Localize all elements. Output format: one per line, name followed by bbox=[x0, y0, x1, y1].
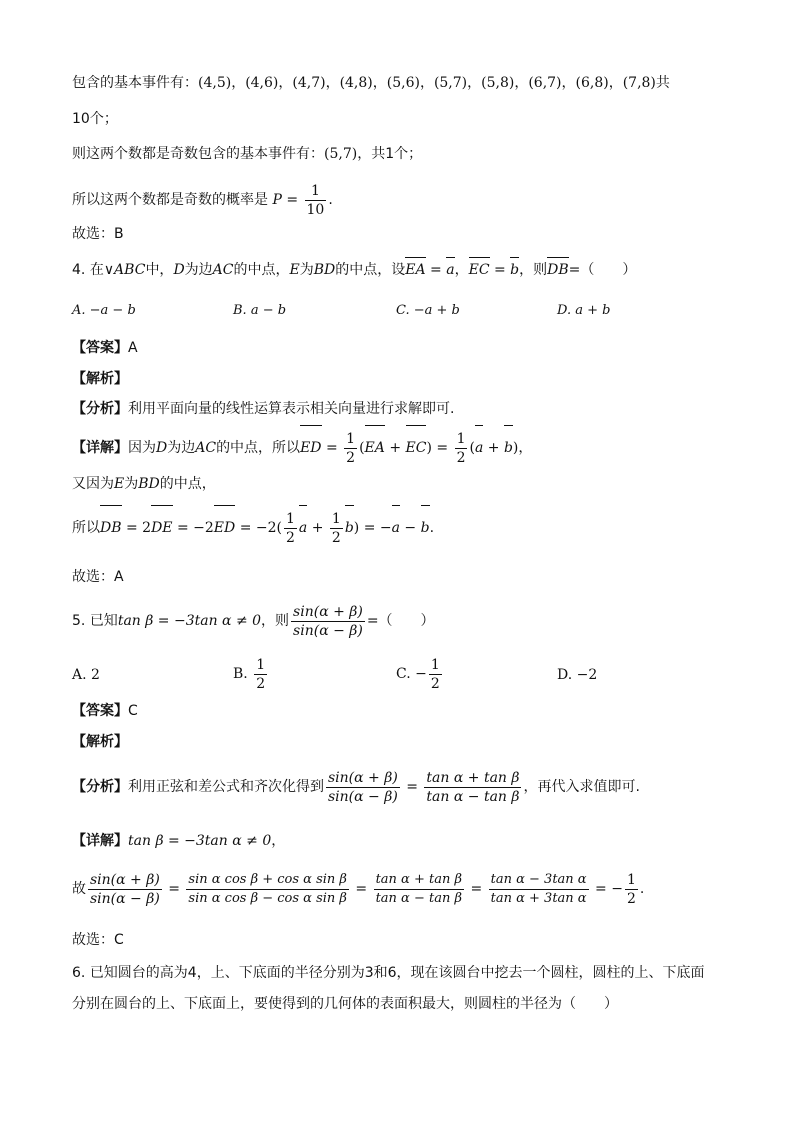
q5-answer: 【答案】C bbox=[72, 703, 138, 719]
vector-EA: EA bbox=[405, 262, 426, 278]
q5-detail-line2: 故 $\frac{\sin(\alpha + \beta)}{\sin(\alpha - \beta)}$ = $\frac{\text{sin α cos β + cos α sin β}}{\text{sin α cos β − cos α sin β}}$ = $\frac{\text{tan α + tan β}}{\text{tan α − tan β}}$ = $\frac{\text{tan α − 3tan α}}{\text{tan α + 3tan α}}$ = − $\frac{1}{2}$ . bbox=[72, 871, 645, 907]
q4-option-d: D. a + b bbox=[557, 303, 611, 318]
probability-line: 所以这两个数都是奇数的概率是 P = $\frac{1}{10}$ . bbox=[72, 182, 333, 218]
events-suffix: 共 bbox=[655, 75, 670, 91]
q5-option-c: C. − $\frac{1}{2}$ bbox=[396, 656, 440, 692]
q4-option-a: A. −a − b bbox=[72, 303, 136, 318]
q5-choice: 故选：C bbox=[72, 932, 124, 948]
vector-a: a bbox=[446, 262, 455, 278]
q6-stem-line1: 6. 已知圆台的高为4，上、下底面的半径分别为3和6，现在该圆台中挖去一个圆柱，圆柱的上、下底面 bbox=[72, 965, 705, 981]
q4-number: 4. bbox=[72, 262, 86, 278]
odd-events: (5,7) bbox=[324, 146, 358, 162]
q4-analysis-label: 【解析】 bbox=[72, 371, 128, 387]
events-list: (4,5)，(4,6)，(4,7)，(4,8)，(5,6)，(5,7)，(5,8)，(6,7)，(6,8)，(7,8) bbox=[198, 75, 656, 91]
events-count: 10个； bbox=[72, 111, 118, 127]
q4-option-b: B. a − b bbox=[233, 303, 287, 318]
q4-fenxi: 【分析】利用平面向量的线性运算表示相关向量进行求解即可. bbox=[72, 401, 455, 417]
prob-var: P bbox=[272, 192, 282, 208]
vector-DB: DB bbox=[547, 262, 569, 278]
q5-stem: 5. 已知tan β = −3tan α ≠ 0，则 $\frac{\sin(\alpha + \beta)}{\sin(\alpha - \beta)}$ =（ ） bbox=[72, 603, 435, 639]
q4-detail-line3: 所以DB = 2DE = −2ED = −2( $\frac{1}{2}$ a + $\frac{1}{2}$ b) = −a − b. bbox=[72, 508, 434, 548]
q5-number: 5. bbox=[72, 613, 86, 629]
q6-number: 6. bbox=[72, 965, 86, 981]
events-count-line bbox=[72, 109, 118, 129]
vector-b: b bbox=[510, 262, 520, 278]
q5-detail: 【详解】tan β = −3tan α ≠ 0， bbox=[72, 833, 286, 849]
q4-detail: 【详解】因为D为边AC的中点，所以ED = $\frac{1}{2}$ (EA + EC) = $\frac{1}{2}$ (a + b)， bbox=[72, 428, 532, 468]
q5-option-b: B. $\frac{1}{2}$ bbox=[233, 656, 266, 692]
q5-option-a: A. 2 bbox=[72, 667, 100, 683]
odd-label: 则这两个数都是奇数包含的基本事件有： bbox=[72, 146, 324, 162]
q4-choice: 故选：A bbox=[72, 569, 124, 585]
q5-fenxi: 【分析】利用正弦和差公式和齐次化得到 $\frac{\sin(\alpha + \beta)}{\sin(\alpha - \beta)}$ = $\frac{\text{tan α + tan β}}{\text{tan α − tan β}}$ ，再代入求值即可. bbox=[72, 769, 640, 805]
q5-option-d: D. −2 bbox=[557, 667, 598, 683]
events-line bbox=[72, 73, 670, 93]
q4-answer: 【答案】A bbox=[72, 340, 138, 356]
events-label: 包含的基本事件有： bbox=[72, 75, 198, 91]
q4-stem: 4. 在∨ABC中，D为边AC的中点，E为BD的中点，设EA = a，EC = b，则DB=（ ） bbox=[72, 262, 637, 278]
odd-suffix: ，共1个； bbox=[357, 146, 423, 162]
vector-EC: EC bbox=[468, 262, 490, 278]
q6-stem-line2: 分别在圆台的上、下底面上，要使得到的几何体的表面积最大，则圆柱的半径为（ ） bbox=[72, 996, 618, 1012]
q4-detail-line2: 又因为E为BD的中点， bbox=[72, 476, 216, 492]
q5-analysis-label: 【解析】 bbox=[72, 734, 128, 750]
prob-fraction: $\frac{1}{10}$ bbox=[306, 182, 325, 218]
prob-prefix: 所以这两个数都是奇数的概率是 bbox=[72, 192, 268, 208]
odd-events-line bbox=[72, 144, 422, 164]
q4-option-c: C. −a + b bbox=[396, 303, 460, 318]
prev-choice: 故选：B bbox=[72, 226, 124, 242]
